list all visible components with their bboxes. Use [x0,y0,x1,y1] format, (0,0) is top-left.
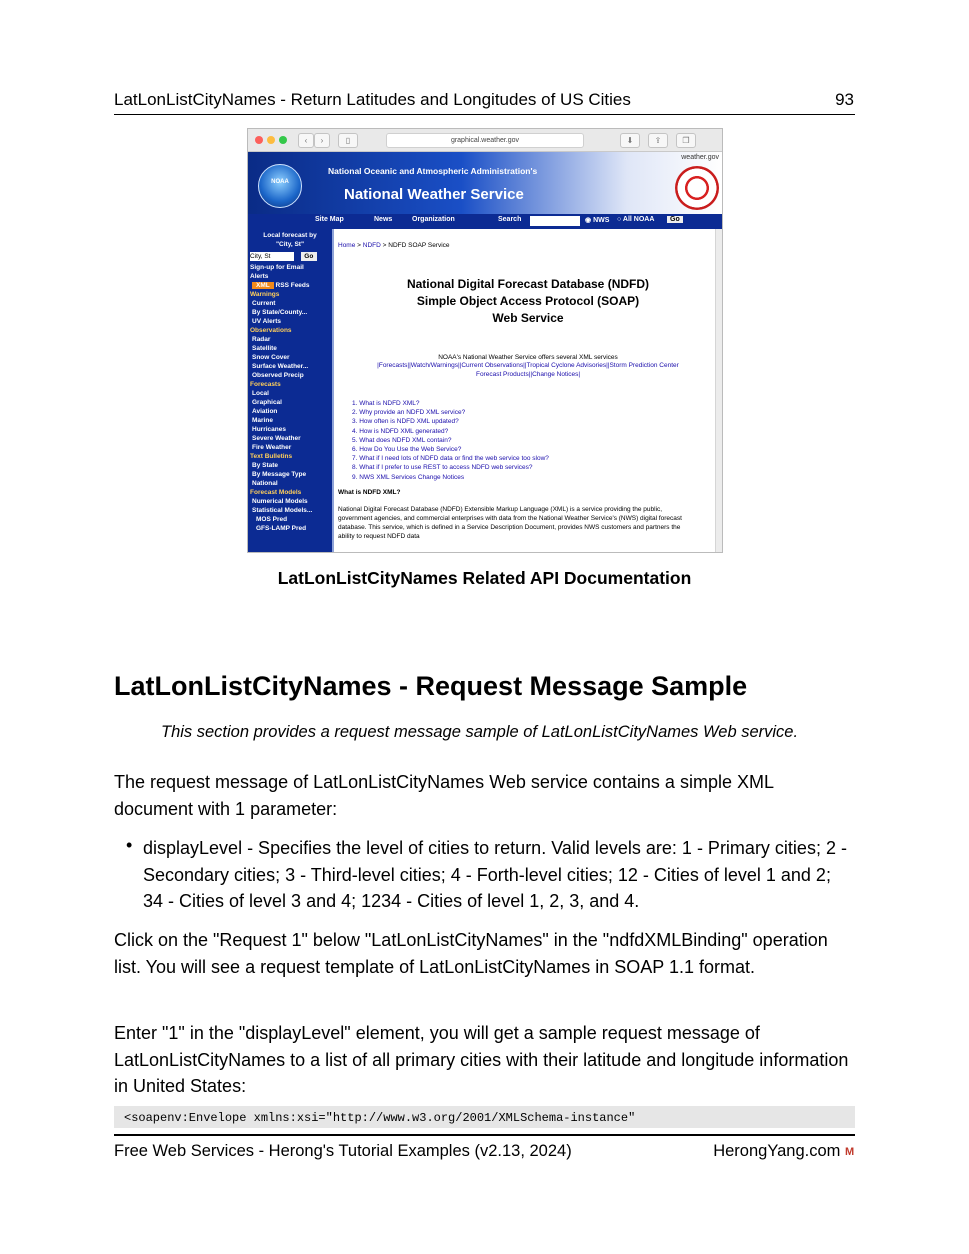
nws-banner [248,152,722,214]
nav-radio-nws: ◉ NWS [585,217,610,224]
browser-toolbar [248,129,722,152]
nav-site-map: Site Map [315,216,344,223]
site-offers-text: NOAA's National Weather Service offers several XML services [438,354,618,361]
minimize-icon [267,136,275,144]
back-icon: ‹ [298,133,314,148]
footer-book-title: Free Web Services - Herong's Tutorial Examples (v2.13, 2024) [114,1142,572,1160]
section-intro: This section provides a request message sample of LatLonListCityNames Web service. [161,723,799,741]
banner-line2: National Weather Service [344,186,524,203]
maximize-icon [279,136,287,144]
nav-search: Search [498,216,522,223]
site-what-is: What is NDFD XML? [338,488,401,496]
footer-rule [114,1134,855,1136]
tabs-icon: ❐ [676,133,696,148]
herong-logo-icon: M [845,1145,855,1158]
section-title: LatLonListCityNames - Request Message Sample [114,671,748,701]
site-nav [248,214,722,229]
screenshot-figure [247,128,723,553]
site-faq-list: 1. What is NDFD XML? 2. Why provide an NDFD XML service? 3. How often is NDFD XML updated? 4. How is NDFD XML generated? 5. What does NDFD XML contain? 6. How Do You Use the Web Service? 7. What if I need lots of NDFD data or find the web service too slow? 8. What if I prefer to use REST to access NDFD web services? 9. NWS XML Services Change Notices [352,400,549,481]
noaa-logo: NOAA [258,164,302,208]
forward-icon: › [314,133,330,148]
site-heading: National Digital Forecast Database (NDFD) Simple Object Access Protocol (SOAP) Web Service [406,277,650,325]
site-body-text: National Digital Forecast Database (NDFD) Extensible Markup Language (XML) is a service providing the public, government agencies, and commercial enterprises with data from the National Weather Service's (NWS) digital forecast database. This service, which is defined in a Service Description Document, provides NWS customers and partners the ability to request NDFD data [338,505,682,540]
site-services-links: |Forecasts||Watch/Warnings||Current Observations||Tropical Cyclone Advisories||Storm Prediction Center Forecast Products||Change Notices| [377,362,679,378]
nav-go-button: Go [667,216,683,223]
download-icon: ⬇ [620,133,640,148]
nav-search-input [530,216,580,226]
bullet-marker: • [126,835,133,855]
sidebar-icon: ▯ [338,133,358,148]
nws-seal-logo [675,166,719,210]
site-sidebar: Local forecast by "City, St" City, St Go Sign-up for Email Alerts XML RSS Feeds Warnings Current By State/County... UV Alerts Observations Radar Satellite Snow Cover Surface Weather... Observed Precip Forecasts Local Graphical Aviation Marine Hurricanes Severe Weather Fire Weather Text Bulletins By State By Message Type National Forecast Models Numerical Models Statistical Models... MOS Pred GFS-LAMP Pred [248,229,332,552]
nav-organization: Organization [412,216,455,223]
figure-caption: LatLonListCityNames Related API Documentation [277,568,692,588]
paragraph-1: The request message of LatLonListCityNames Web service contains a simple XML document with 1 parameter: [114,772,774,819]
footer-site-label: HerongYang.com [713,1142,841,1160]
scrollbar [715,229,722,552]
running-header-title: LatLonListCityNames - Return Latitudes and Longitudes of US Cities [114,90,631,109]
page-number: 93 [835,90,854,109]
nav-news: News [374,216,393,223]
site-breadcrumb: Home > NDFD > NDFD SOAP Service [338,242,450,249]
weather-gov-label: weather.gov [681,154,719,161]
code-block [114,1106,855,1128]
close-icon [255,136,263,144]
footer-site [713,1142,855,1161]
paragraph-3: Enter "1" in the "displayLevel" element, you will get a sample request message of LatLonListCityNames to a list of all primary cities with their latitude and longitude information in United States: [114,1023,849,1096]
nav-radio-noaa: ○ All NOAA [617,216,655,223]
header-rule [114,114,855,115]
site-main-content [338,229,718,552]
banner-line1: National Oceanic and Atmospheric Administration's [328,166,538,176]
code-line: <soapenv:Envelope xmlns:xsi="http://www.w3.org/2001/XMLSchema-instance" [124,1111,636,1125]
sidebar-divider [332,229,334,552]
paragraph-2: Click on the "Request 1" below "LatLonListCityNames" in the "ndfdXMLBinding" operation list. You will see a request template of LatLonListCityNames in SOAP 1.1 format. [114,930,828,977]
address-bar: graphical.weather.gov [386,133,584,148]
share-icon: ⇪ [648,133,668,148]
bullet-display-level: displayLevel - Specifies the level of cities to return. Valid levels are: 1 - Primary cities; 2 - Secondary cities; 3 - Third-level cities; 4 - Forth-level cities; 12 - Cities of level 1 and 2; 34 - Cities of level 3 and 4; 1234 - Cities of level 1, 2, 3, and 4. [143,838,847,911]
